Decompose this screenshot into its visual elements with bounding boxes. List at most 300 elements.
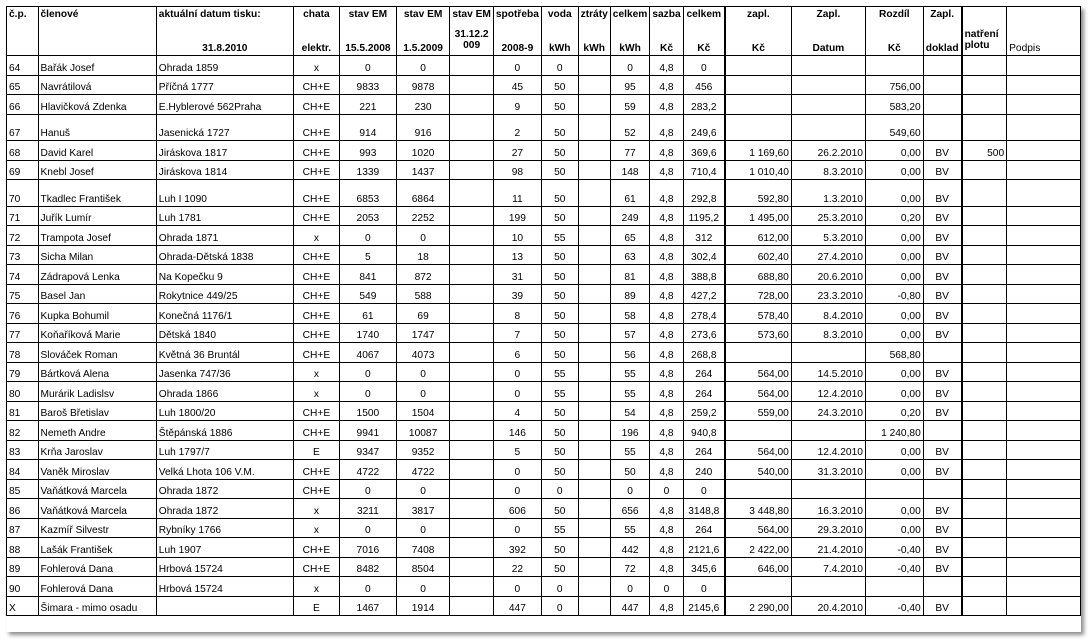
cell-stav-em-2008: 221 (339, 95, 396, 115)
cell-doklad (923, 114, 961, 141)
cell-stav-em-2009-12 (450, 304, 494, 324)
cell-stav-em-2008: 993 (339, 141, 396, 161)
cell-rozdil: 0,00 (865, 226, 923, 246)
cell-zaplaceno-kc (725, 421, 791, 441)
cell-rozdil (865, 56, 923, 76)
cell-zaplaceno-kc: 592,80 (725, 180, 791, 207)
cell-celkem-kwh: 442 (610, 538, 650, 558)
cell-zaplaceno-kc (725, 577, 791, 597)
cell-podpis (1007, 362, 1081, 382)
cell-clen: Fohlerová Dana (38, 577, 156, 597)
cell-zaplaceno-datum: 8.3.2010 (791, 160, 865, 180)
header2-stav-em-2009-12: 31.12.2 009 (450, 29, 494, 56)
cell-celkem-kwh: 72 (610, 557, 650, 577)
cell-stav-em-2009: 588 (396, 284, 450, 304)
cell-stav-em-2008: 7016 (339, 538, 396, 558)
cell-rozdil: 0,00 (865, 499, 923, 519)
cell-sazba: 4,8 (650, 557, 683, 577)
cell-zaplaceno-datum (791, 114, 865, 141)
cell-zaplaceno-kc: 564,00 (725, 518, 791, 538)
cell-spotreba: 31 (493, 265, 541, 285)
cell-clen: Kazmíř Silvestr (38, 518, 156, 538)
header2-sazba: Kč (650, 29, 683, 56)
cell-doklad: BV (923, 245, 961, 265)
cell-doklad: BV (923, 141, 961, 161)
table-row (7, 245, 1081, 265)
cell-celkem-kwh: 58 (610, 304, 650, 324)
cell-natreni-plotu (962, 114, 1007, 141)
cell-celkem-kwh: 65 (610, 226, 650, 246)
cell-clen: Šimara - mimo osadu (38, 596, 156, 616)
cell-celkem-kc: 369,6 (683, 141, 725, 161)
table-row (7, 596, 1081, 616)
cell-doklad: BV (923, 518, 961, 538)
cell-podpis (1007, 440, 1081, 460)
cell-zaplaceno-kc: 1 169,60 (725, 141, 791, 161)
cell-celkem-kc: 292,8 (683, 180, 725, 207)
cell-stav-em-2009-12 (450, 114, 494, 141)
cell-chata-elektr: x (293, 362, 339, 382)
cell-natreni-plotu (962, 382, 1007, 402)
header-podpis (1007, 7, 1081, 30)
cell-chata-elektr: x (293, 226, 339, 246)
cell-voda: 50 (541, 141, 578, 161)
cell-spotreba: 0 (493, 382, 541, 402)
cell-ztraty (578, 460, 610, 480)
cell-stav-em-2009-12 (450, 421, 494, 441)
cell-stav-em-2009: 1437 (396, 160, 450, 180)
cell-adresa: Ohrada 1872 (156, 479, 293, 499)
cell-celkem-kc: 710,4 (683, 160, 725, 180)
cell-stav-em-2009: 3817 (396, 499, 450, 519)
cell-stav-em-2009-12 (450, 226, 494, 246)
cell-chata-elektr: x (293, 56, 339, 76)
cell-chata-elektr: x (293, 382, 339, 402)
cell-ztraty (578, 362, 610, 382)
cell-stav-em-2009: 7408 (396, 538, 450, 558)
header-row-1 (7, 7, 1081, 30)
cell-celkem-kwh: 196 (610, 421, 650, 441)
cell-stav-em-2009-12 (450, 401, 494, 421)
cell-chata-elektr: CH+E (293, 421, 339, 441)
cell-ztraty (578, 323, 610, 343)
cell-stav-em-2009: 6864 (396, 180, 450, 207)
cell-spotreba: 45 (493, 75, 541, 95)
cell-celkem-kwh: 52 (610, 114, 650, 141)
cell-voda: 50 (541, 538, 578, 558)
cell-stav-em-2009: 4722 (396, 460, 450, 480)
cell-adresa: Na Kopečku 9 (156, 265, 293, 285)
cell-rozdil: 0,00 (865, 440, 923, 460)
cell-podpis (1007, 479, 1081, 499)
header-zaplaceno-datum: Zapl. (791, 7, 865, 30)
cell-rozdil: 549,60 (865, 114, 923, 141)
cell-voda: 50 (541, 95, 578, 115)
cell-natreni-plotu (962, 180, 1007, 207)
cell-stav-em-2008: 0 (339, 226, 396, 246)
cell-stav-em-2009-12 (450, 206, 494, 226)
cell-ztraty (578, 596, 610, 616)
cell-celkem-kc: 388,8 (683, 265, 725, 285)
cell-zaplaceno-datum (791, 75, 865, 95)
cell-celkem-kwh: 249 (610, 206, 650, 226)
cell-celkem-kc: 2145,6 (683, 596, 725, 616)
cell-zaplaceno-datum: 12.4.2010 (791, 440, 865, 460)
cell-rozdil: -0,40 (865, 557, 923, 577)
cell-celkem-kwh: 95 (610, 75, 650, 95)
cell-celkem-kwh: 0 (610, 56, 650, 76)
cell-adresa: Velká Lhota 106 V.M. (156, 460, 293, 480)
cell-adresa: E.Hyblerové 562Praha (156, 95, 293, 115)
cell-chata-elektr: CH+E (293, 75, 339, 95)
cell-sazba: 4,8 (650, 382, 683, 402)
cell-ztraty (578, 284, 610, 304)
cell-stav-em-2008: 1740 (339, 323, 396, 343)
cell-zaplaceno-datum: 26.2.2010 (791, 141, 865, 161)
cell-rozdil: 0,00 (865, 518, 923, 538)
cell-stav-em-2009-12 (450, 440, 494, 460)
cell-stav-em-2009: 1020 (396, 141, 450, 161)
cell-sazba: 4,8 (650, 304, 683, 324)
table-row (7, 382, 1081, 402)
cell-natreni-plotu (962, 304, 1007, 324)
cell-cislo-popisne: 81 (7, 401, 39, 421)
cell-clen: Murárik Ladislsv (38, 382, 156, 402)
cell-cislo-popisne: 75 (7, 284, 39, 304)
cell-ztraty (578, 538, 610, 558)
cell-stav-em-2009-12 (450, 245, 494, 265)
cell-natreni-plotu (962, 245, 1007, 265)
cell-celkem-kc: 345,6 (683, 557, 725, 577)
cell-stav-em-2009-12 (450, 479, 494, 499)
cell-spotreba: 0 (493, 518, 541, 538)
cell-sazba: 4,8 (650, 180, 683, 207)
cell-spotreba: 0 (493, 56, 541, 76)
cell-stav-em-2008: 0 (339, 362, 396, 382)
cell-celkem-kc: 2121,6 (683, 538, 725, 558)
cell-rozdil: -0,40 (865, 596, 923, 616)
cell-ztraty (578, 141, 610, 161)
cell-ztraty (578, 382, 610, 402)
cell-stav-em-2009: 0 (396, 362, 450, 382)
cell-celkem-kc: 264 (683, 382, 725, 402)
cell-zaplaceno-datum (791, 577, 865, 597)
cell-cislo-popisne: 76 (7, 304, 39, 324)
cell-zaplaceno-kc (725, 343, 791, 363)
header2-natreni-plotu: natření plotu (962, 29, 1007, 56)
cell-podpis (1007, 382, 1081, 402)
cell-stav-em-2009: 1914 (396, 596, 450, 616)
cell-celkem-kc: 240 (683, 460, 725, 480)
cell-sazba: 4,8 (650, 421, 683, 441)
cell-chata-elektr: CH+E (293, 479, 339, 499)
cell-sazba: 4,8 (650, 245, 683, 265)
cell-adresa: Hrbová 15724 (156, 577, 293, 597)
cell-rozdil: 0,00 (865, 265, 923, 285)
cell-rozdil: 583,20 (865, 95, 923, 115)
cell-chata-elektr: CH+E (293, 343, 339, 363)
cell-chata-elektr: CH+E (293, 180, 339, 207)
cell-zaplaceno-datum: 14.5.2010 (791, 362, 865, 382)
cell-voda: 0 (541, 577, 578, 597)
cell-voda: 50 (541, 421, 578, 441)
header2-clen (38, 29, 156, 56)
cell-natreni-plotu (962, 265, 1007, 285)
cell-celkem-kwh: 55 (610, 518, 650, 538)
cell-doklad (923, 343, 961, 363)
cell-doklad: BV (923, 265, 961, 285)
cell-stav-em-2008: 1339 (339, 160, 396, 180)
table-row (7, 56, 1081, 76)
cell-voda: 50 (541, 180, 578, 207)
header-sazba: sazba (650, 7, 683, 30)
cell-clen: Basel Jan (38, 284, 156, 304)
cell-doklad: BV (923, 160, 961, 180)
cell-adresa: Jiráskova 1817 (156, 141, 293, 161)
cell-ztraty (578, 180, 610, 207)
table-row (7, 95, 1081, 115)
cell-zaplaceno-datum: 25.3.2010 (791, 206, 865, 226)
table-row (7, 284, 1081, 304)
cell-spotreba: 606 (493, 499, 541, 519)
cell-adresa: Jiráskova 1814 (156, 160, 293, 180)
cell-stav-em-2009-12 (450, 382, 494, 402)
cell-celkem-kc: 259,2 (683, 401, 725, 421)
cell-stav-em-2009: 916 (396, 114, 450, 141)
cell-ztraty (578, 95, 610, 115)
cell-zaplaceno-datum: 7.4.2010 (791, 557, 865, 577)
cell-zaplaceno-kc: 602,40 (725, 245, 791, 265)
cell-chata-elektr: CH+E (293, 114, 339, 141)
cell-zaplaceno-kc: 559,00 (725, 401, 791, 421)
cell-rozdil: 568,80 (865, 343, 923, 363)
cell-zaplaceno-datum (791, 421, 865, 441)
cell-zaplaceno-kc: 2 422,00 (725, 538, 791, 558)
cell-spotreba: 7 (493, 323, 541, 343)
cell-clen: Fohlerová Dana (38, 557, 156, 577)
cell-stav-em-2008: 1500 (339, 401, 396, 421)
cell-doklad: BV (923, 304, 961, 324)
cell-podpis (1007, 343, 1081, 363)
cell-stav-em-2009: 9352 (396, 440, 450, 460)
header-zaplaceno-kc: zapl. (725, 7, 791, 30)
cell-celkem-kc: 302,4 (683, 245, 725, 265)
header2-doklad: doklad (923, 29, 961, 56)
header2-spotreba: 2008-9 (493, 29, 541, 56)
cell-chata-elektr: CH+E (293, 538, 339, 558)
cell-stav-em-2009-12 (450, 518, 494, 538)
cell-natreni-plotu (962, 160, 1007, 180)
cell-stav-em-2008: 61 (339, 304, 396, 324)
cell-adresa: Luh 1781 (156, 206, 293, 226)
cell-cislo-popisne: 89 (7, 557, 39, 577)
cell-cislo-popisne: 72 (7, 226, 39, 246)
cell-adresa: Luh 1797/7 (156, 440, 293, 460)
cell-cislo-popisne: 64 (7, 56, 39, 76)
cell-cislo-popisne: 84 (7, 460, 39, 480)
header2-adresa: 31.8.2010 (156, 29, 293, 56)
cell-celkem-kc: 456 (683, 75, 725, 95)
table-row (7, 265, 1081, 285)
cell-cislo-popisne: 87 (7, 518, 39, 538)
cell-podpis (1007, 596, 1081, 616)
cell-celkem-kwh: 57 (610, 323, 650, 343)
cell-doklad: BV (923, 206, 961, 226)
electricity-table (6, 6, 1081, 616)
cell-cislo-popisne: 73 (7, 245, 39, 265)
cell-spotreba: 2 (493, 114, 541, 141)
cell-clen: Vaněk Miroslav (38, 460, 156, 480)
cell-stav-em-2009-12 (450, 596, 494, 616)
cell-stav-em-2008: 0 (339, 577, 396, 597)
cell-sazba: 4,8 (650, 323, 683, 343)
cell-doklad: BV (923, 499, 961, 519)
cell-zaplaceno-datum: 27.4.2010 (791, 245, 865, 265)
cell-chata-elektr: CH+E (293, 141, 339, 161)
cell-natreni-plotu (962, 75, 1007, 95)
cell-stav-em-2009-12 (450, 323, 494, 343)
cell-chata-elektr: CH+E (293, 160, 339, 180)
cell-zaplaceno-kc (725, 479, 791, 499)
cell-celkem-kc: 0 (683, 56, 725, 76)
cell-clen: Baroš Břetislav (38, 401, 156, 421)
cell-celkem-kwh: 0 (610, 479, 650, 499)
cell-zaplaceno-kc (725, 56, 791, 76)
cell-stav-em-2009-12 (450, 460, 494, 480)
cell-celkem-kwh: 447 (610, 596, 650, 616)
cell-stav-em-2009-12 (450, 284, 494, 304)
cell-stav-em-2009: 0 (396, 577, 450, 597)
cell-celkem-kc: 278,4 (683, 304, 725, 324)
header2-zaplaceno-datum: Datum (791, 29, 865, 56)
cell-voda: 50 (541, 265, 578, 285)
cell-zaplaceno-datum: 1.3.2010 (791, 180, 865, 207)
header2-zaplaceno-kc: Kč (725, 29, 791, 56)
cell-sazba: 4,8 (650, 596, 683, 616)
cell-stav-em-2009: 0 (396, 382, 450, 402)
cell-rozdil: 0,00 (865, 323, 923, 343)
cell-rozdil: 0,00 (865, 362, 923, 382)
cell-zaplaceno-datum (791, 95, 865, 115)
header2-stav-em-2008: 15.5.2008 (339, 29, 396, 56)
cell-adresa: Dětská 1840 (156, 323, 293, 343)
cell-celkem-kwh: 55 (610, 362, 650, 382)
cell-podpis (1007, 206, 1081, 226)
cell-sazba: 4,8 (650, 160, 683, 180)
cell-doklad (923, 479, 961, 499)
cell-doklad: BV (923, 538, 961, 558)
cell-stav-em-2009: 2252 (396, 206, 450, 226)
cell-cislo-popisne: 70 (7, 180, 39, 207)
cell-rozdil: 0,00 (865, 141, 923, 161)
cell-natreni-plotu (962, 518, 1007, 538)
header-clen: členové (38, 7, 156, 30)
cell-voda: 50 (541, 323, 578, 343)
cell-doklad: BV (923, 596, 961, 616)
cell-celkem-kwh: 148 (610, 160, 650, 180)
cell-stav-em-2009: 9878 (396, 75, 450, 95)
table-row (7, 421, 1081, 441)
table-row (7, 557, 1081, 577)
cell-cislo-popisne: 68 (7, 141, 39, 161)
cell-chata-elektr: CH+E (293, 206, 339, 226)
cell-stav-em-2009: 1504 (396, 401, 450, 421)
cell-celkem-kwh: 656 (610, 499, 650, 519)
cell-ztraty (578, 343, 610, 363)
cell-spotreba: 0 (493, 479, 541, 499)
cell-spotreba: 22 (493, 557, 541, 577)
cell-clen: Zádrapová Lenka (38, 265, 156, 285)
header2-chata-elektr: elektr. (293, 29, 339, 56)
cell-chata-elektr: CH+E (293, 304, 339, 324)
cell-ztraty (578, 440, 610, 460)
cell-celkem-kwh: 55 (610, 382, 650, 402)
cell-stav-em-2009-12 (450, 557, 494, 577)
cell-celkem-kc: 940,8 (683, 421, 725, 441)
cell-natreni-plotu (962, 538, 1007, 558)
cell-stav-em-2008: 0 (339, 479, 396, 499)
cell-celkem-kc: 273,6 (683, 323, 725, 343)
cell-podpis (1007, 577, 1081, 597)
cell-voda: 50 (541, 284, 578, 304)
cell-stav-em-2008: 1467 (339, 596, 396, 616)
cell-clen: Slováček Roman (38, 343, 156, 363)
cell-sazba: 4,8 (650, 75, 683, 95)
cell-adresa: Hrbová 15724 (156, 557, 293, 577)
cell-sazba: 4,8 (650, 343, 683, 363)
cell-ztraty (578, 499, 610, 519)
cell-stav-em-2008: 9347 (339, 440, 396, 460)
cell-spotreba: 0 (493, 362, 541, 382)
cell-doklad: BV (923, 382, 961, 402)
header-celkem-kwh: celkem (610, 7, 650, 30)
cell-celkem-kwh: 81 (610, 265, 650, 285)
table-row (7, 518, 1081, 538)
cell-chata-elektr: CH+E (293, 245, 339, 265)
cell-sazba: 4,8 (650, 141, 683, 161)
cell-doklad: BV (923, 362, 961, 382)
cell-chata-elektr: CH+E (293, 95, 339, 115)
header2-celkem-kc: Kč (683, 29, 725, 56)
table-row (7, 226, 1081, 246)
cell-stav-em-2009: 69 (396, 304, 450, 324)
cell-clen: Juřík Lumír (38, 206, 156, 226)
cell-stav-em-2008: 914 (339, 114, 396, 141)
cell-zaplaceno-kc: 2 290,00 (725, 596, 791, 616)
cell-doklad (923, 56, 961, 76)
cell-cislo-popisne: 83 (7, 440, 39, 460)
cell-doklad: BV (923, 180, 961, 207)
cell-natreni-plotu (962, 362, 1007, 382)
cell-spotreba: 9 (493, 95, 541, 115)
cell-voda: 50 (541, 245, 578, 265)
cell-zaplaceno-kc: 578,40 (725, 304, 791, 324)
cell-celkem-kwh: 54 (610, 401, 650, 421)
cell-chata-elektr: CH+E (293, 265, 339, 285)
cell-voda: 50 (541, 343, 578, 363)
cell-sazba: 4,8 (650, 538, 683, 558)
cell-spotreba: 98 (493, 160, 541, 180)
cell-natreni-plotu (962, 226, 1007, 246)
cell-spotreba: 5 (493, 440, 541, 460)
cell-doklad: BV (923, 401, 961, 421)
cell-podpis (1007, 180, 1081, 207)
cell-natreni-plotu (962, 206, 1007, 226)
cell-ztraty (578, 114, 610, 141)
header-rozdil: Rozdíl (865, 7, 923, 30)
header2-voda: kWh (541, 29, 578, 56)
cell-rozdil: 0,20 (865, 206, 923, 226)
